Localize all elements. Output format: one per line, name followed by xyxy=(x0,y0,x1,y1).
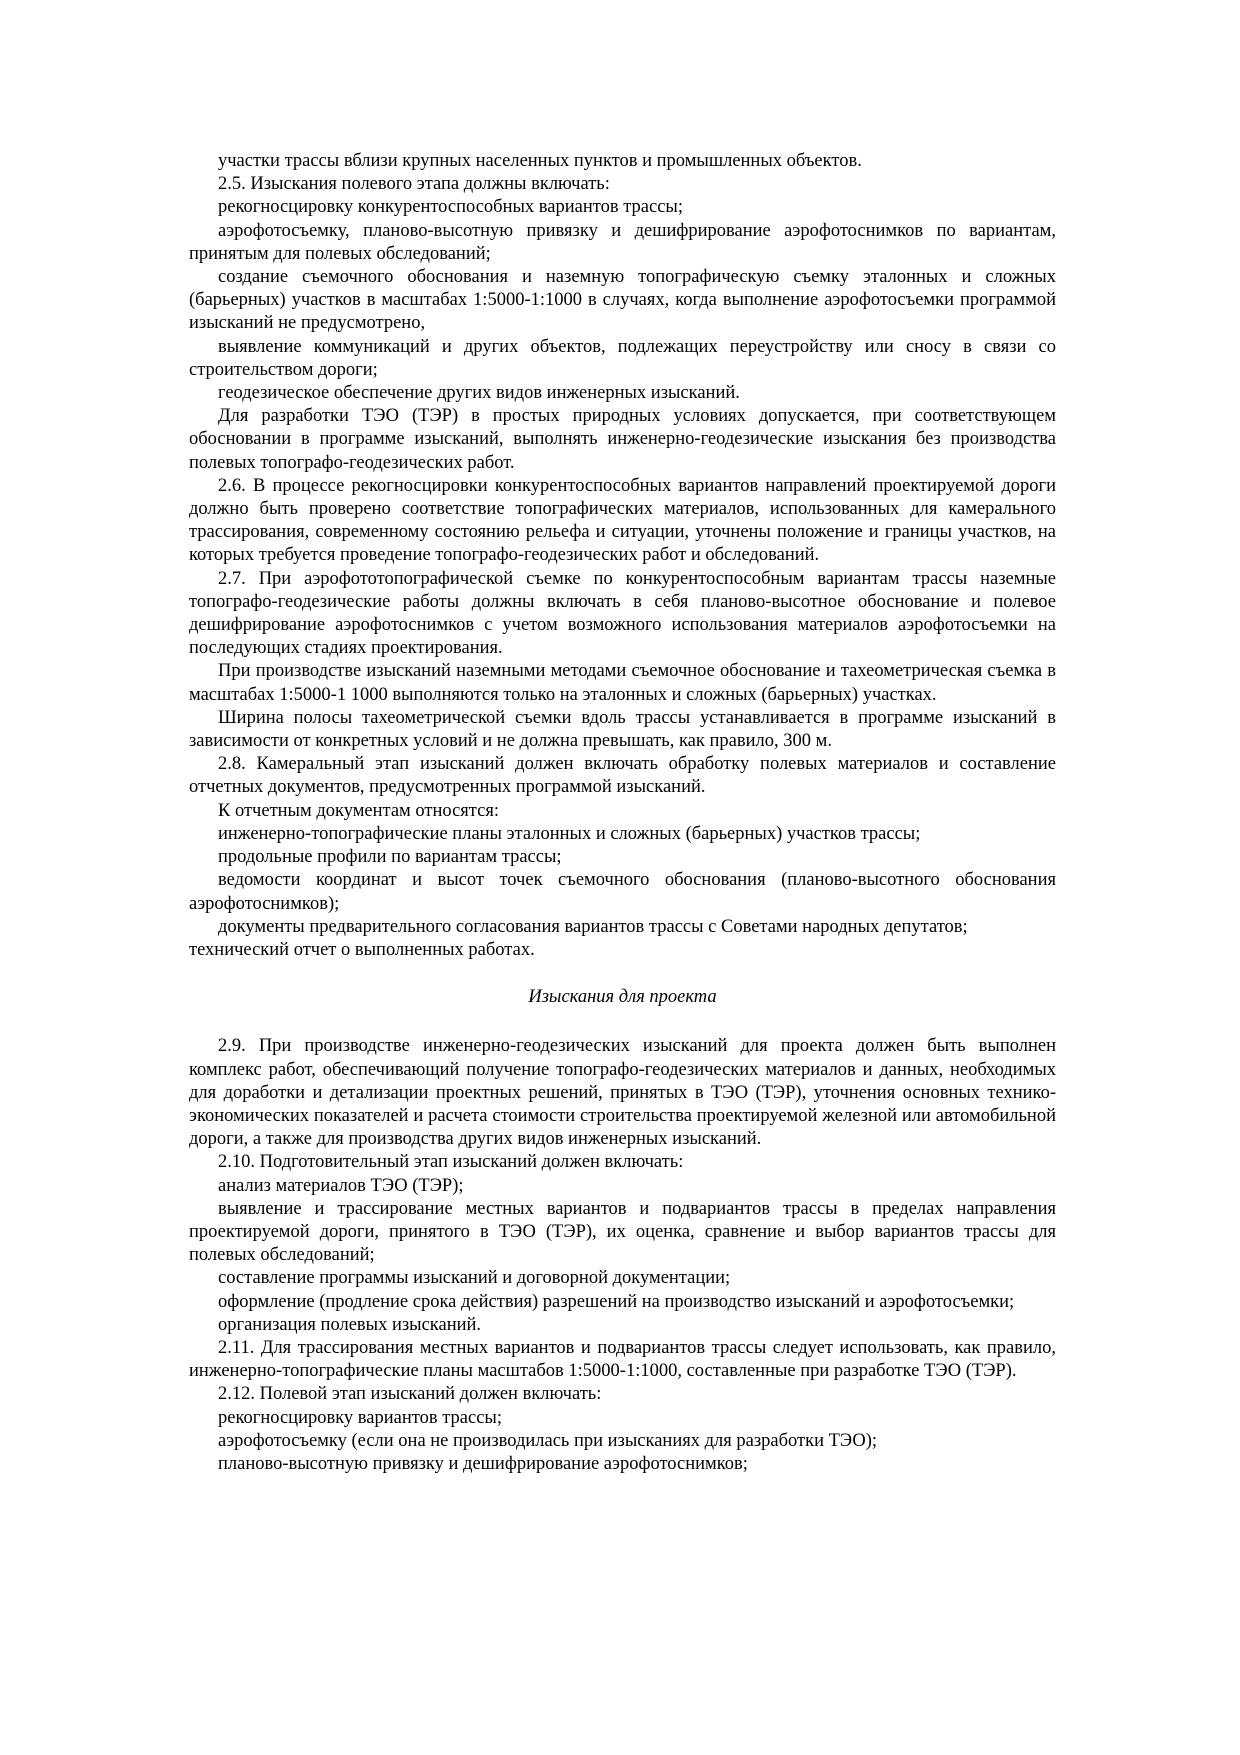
paragraph: геодезическое обеспечение других видов инженерных изысканий. xyxy=(218,383,740,404)
paragraph: рекогносцировку вариантов трассы; xyxy=(218,1407,502,1428)
paragraph: составление программы изысканий и договорной документации; xyxy=(218,1268,731,1289)
paragraph: При производстве изысканий наземными методами съемочное обоснование и тахеометрическая съемка в масштабах 1:5000-1 1000 выполняются только на эталонных и сложных (барьерных) участках. xyxy=(189,661,1056,705)
section-2 xyxy=(189,1035,1056,1476)
paragraph: аэрофотосъемку (если она не производилась при изысканиях для разработки ТЭО); xyxy=(218,1430,878,1451)
section-1 xyxy=(189,150,1056,962)
paragraph: документы предварительного согласования вариантов трассы с Советами народных депутатов; xyxy=(218,916,968,937)
paragraph: анализ материалов ТЭО (ТЭР); xyxy=(218,1175,464,1196)
paragraph: выявление и трассирование местных вариантов и подвариантов трассы в пределах направления проектируемой дороги, принятого в ТЭО (ТЭР), их оценка, сравнение и выбор вариантов трассы для полевых обследований; xyxy=(189,1198,1056,1266)
paragraph: 2.11. Для трассирования местных вариантов и подвариантов трассы следует использовать, как правило, инженерно-топографические планы масштабов 1:5000-1:1000, составленные при разработке ТЭО (ТЭР). xyxy=(189,1337,1056,1382)
paragraph: 2.8. Камеральный этап изысканий должен включать обработку полевых материалов и составление отчетных документов, предусмотренных программой изысканий. xyxy=(189,754,1056,798)
paragraph: оформление (продление срока действия) разрешений на производство изысканий и аэрофотосъемки; xyxy=(218,1291,1015,1312)
paragraph: инженерно-топографические планы эталонных и сложных (барьерных) участков трассы; xyxy=(218,823,921,844)
paragraph: 2.10. Подготовительный этап изысканий должен включать: xyxy=(218,1152,684,1173)
paragraph: создание съемочного обоснования и наземную топографическую съемку эталонных и сложных (барьерных) участков в масштабах 1:5000-1:1000 в случаях, когда выполнение аэрофотосъемки программой изысканий не предусмотрено, xyxy=(189,267,1056,334)
spacer xyxy=(189,1009,1056,1035)
spacer xyxy=(189,962,1056,986)
paragraph: рекогносцировку конкурентоспособных вариантов трассы; xyxy=(218,197,683,218)
paragraph: К отчетным документам относятся: xyxy=(218,800,499,821)
paragraph: аэрофотосъемку, планово-высотную привязку и дешифрирование аэрофотоснимков по вариантам, принятым для полевых обследований; xyxy=(189,220,1056,264)
paragraph: 2.9. При производстве инженерно-геодезических изысканий для проекта должен быть выполнен комплекс работ, обеспечивающий получение топографо-геодезических материалов и данных, необходимых для доработки и детализации проектных решений, принятых в ТЭО (ТЭР), уточнения основных технико-экономических показателей и расчета стоимости строительства проектируемой железной или автомобильной дороги, а также для производства других видов инженерных изысканий. xyxy=(189,1036,1056,1150)
paragraph: продольные профили по вариантам трассы; xyxy=(218,847,562,868)
paragraph: организация полевых изысканий. xyxy=(218,1314,482,1335)
paragraph: технический отчет о выполненных работах. xyxy=(189,939,535,960)
paragraph: планово-высотную привязку и дешифрирование аэрофотоснимков; xyxy=(218,1453,748,1474)
paragraph: участки трассы вблизи крупных населенных пунктов и промышленных объектов. xyxy=(218,151,862,171)
paragraph: выявление коммуникаций и других объектов, подлежащих переустройству или сносу в связи со строительством дороги; xyxy=(189,336,1056,380)
paragraph: ведомости координат и высот точек съемочного обоснования (планово-высотного обоснования аэрофотоснимков); xyxy=(189,870,1056,914)
paragraph: 2.12. Полевой этап изысканий должен включать: xyxy=(218,1384,602,1405)
paragraph: 2.5. Изыскания полевого этапа должны включать: xyxy=(218,174,610,195)
paragraph: 2.7. При аэрофототопографической съемке по конкурентоспособным вариантам трассы наземные топографо-геодезические работы должны включать в себя планово-высотное обоснование и полевое дешифрирование аэрофотоснимков с учетом возможного использования материалов аэрофотосъемки на последующих стадиях проектирования. xyxy=(189,568,1056,659)
paragraph: Ширина полосы тахеометрической съемки вдоль трассы устанавливается в программе изысканий в зависимости от конкретных условий и не должна превышать, как правило, 300 м. xyxy=(189,707,1056,752)
section-heading: Изыскания для проекта xyxy=(528,987,717,1008)
paragraph: 2.6. В процессе рекогносцировки конкурентоспособных вариантов направлений проектируемой дороги должно быть проверено соответствие топографических материалов, использованных для камерального трассирования, современному состоянию рельефа и ситуации, уточнены положение и границы участков, на которых требуется проведение топографо-геодезических работ и обследований. xyxy=(189,475,1056,566)
paragraph: Для разработки ТЭО (ТЭР) в простых природных условиях допускается, при соответствующем обосновании в программе изысканий, выполнять инженерно-геодезические изыскания без производства полевых топографо-геодезических работ. xyxy=(189,406,1056,473)
document-page xyxy=(189,150,1056,1476)
